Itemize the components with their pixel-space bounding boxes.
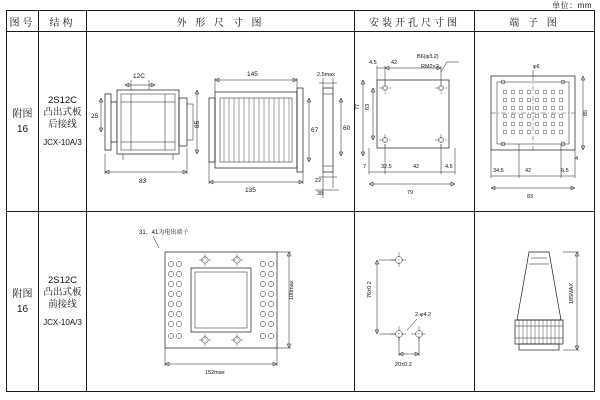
row2-outline-drawing — [87, 212, 355, 392]
label-85-term: 85 — [583, 110, 589, 117]
label-85: 85 — [194, 121, 201, 129]
label-67: 67 — [311, 127, 319, 135]
label-rm2: RM2×2 — [421, 64, 439, 71]
header-cell-outline: 外 形 尺 寸 图 — [87, 11, 355, 32]
table-row — [7, 32, 595, 212]
header-cell-hole: 安装开孔尺寸图 — [355, 11, 475, 32]
row1-outline-drawing — [87, 32, 355, 212]
label-79: 79 — [407, 190, 414, 197]
label-7: 7 — [363, 164, 367, 171]
table-header-row — [7, 11, 595, 32]
row1-structure-cn: 凸出式板后接线 — [43, 106, 82, 130]
label-83: 83 — [139, 178, 147, 186]
label-32-5: 32.5 — [381, 164, 392, 171]
label-2-5max: 2.5max — [317, 72, 336, 79]
label-4-term: 4 — [575, 156, 579, 163]
row1-code: JCX-10A/3 — [43, 137, 82, 147]
label-34-5: 34.5 — [493, 168, 504, 175]
row2-structure — [39, 212, 87, 392]
label-77: 77 — [355, 104, 361, 111]
row2-code: JCX-10A/3 — [43, 317, 82, 327]
label-4-5-right: 4.5 — [445, 164, 453, 171]
label-25: 25 — [91, 113, 99, 121]
label-b6: B6(φ3.2) — [417, 54, 439, 61]
label-6-5: 6.5 — [561, 168, 569, 175]
label-83-term: 83 — [527, 194, 534, 201]
label-185max: 185MAX — [569, 283, 575, 305]
row2-terminal-drawing — [475, 212, 595, 392]
label-12c: 12C — [133, 73, 145, 81]
spec-table — [6, 10, 595, 392]
row1-hole-drawing — [355, 32, 475, 212]
front-terminal-view — [139, 228, 295, 376]
row1-terminal-drawing — [475, 32, 595, 212]
label-152max: 152max — [205, 370, 225, 377]
label-42-term: 42 — [525, 168, 532, 175]
row1-structure — [39, 32, 87, 212]
row2-model: 2S12C — [47, 274, 78, 286]
panel-two-hole — [367, 252, 431, 368]
label-60: 60 — [343, 125, 351, 133]
row1-figure-no: 附图16 — [7, 32, 39, 212]
terminal-plate — [491, 64, 589, 200]
header-cell-struct: 结构 — [39, 11, 87, 32]
side-plate-right — [315, 72, 351, 198]
row2-figure-no: 附图16 — [7, 212, 39, 392]
side-view-left — [91, 73, 201, 185]
table-row — [7, 212, 595, 392]
front-view-middle — [209, 71, 322, 195]
label-38: 38 — [317, 191, 324, 198]
terminal-side-profile — [515, 252, 579, 350]
label-100max: 100max — [289, 280, 295, 301]
panel-cutout — [355, 54, 459, 196]
unit-note: 单位：mm — [552, 1, 592, 10]
header-cell-terminal: 端 子 图 — [475, 11, 595, 32]
label-42-bot: 42 — [413, 164, 420, 171]
label-22: 22 — [315, 178, 322, 185]
label-2-phi4-2: 2-φ4.2 — [415, 312, 432, 319]
label-63: 63 — [365, 104, 371, 111]
label-note: 31、41为电出端子 — [139, 230, 189, 237]
row2-structure-cn: 凸出式板前接线 — [43, 286, 82, 310]
label-76: 76±0.2 — [367, 281, 373, 299]
header-cell-no: 图号 — [7, 11, 39, 32]
label-42-top: 42 — [391, 60, 398, 67]
label-phi6: φ6 — [533, 64, 540, 71]
label-145: 145 — [247, 71, 258, 79]
row2-hole-drawing — [355, 212, 475, 392]
row1-model: 2S12C — [47, 94, 78, 106]
label-20: 20±0.2 — [395, 362, 412, 369]
label-4-5: 4.5 — [369, 60, 377, 67]
label-135: 135 — [245, 187, 256, 195]
